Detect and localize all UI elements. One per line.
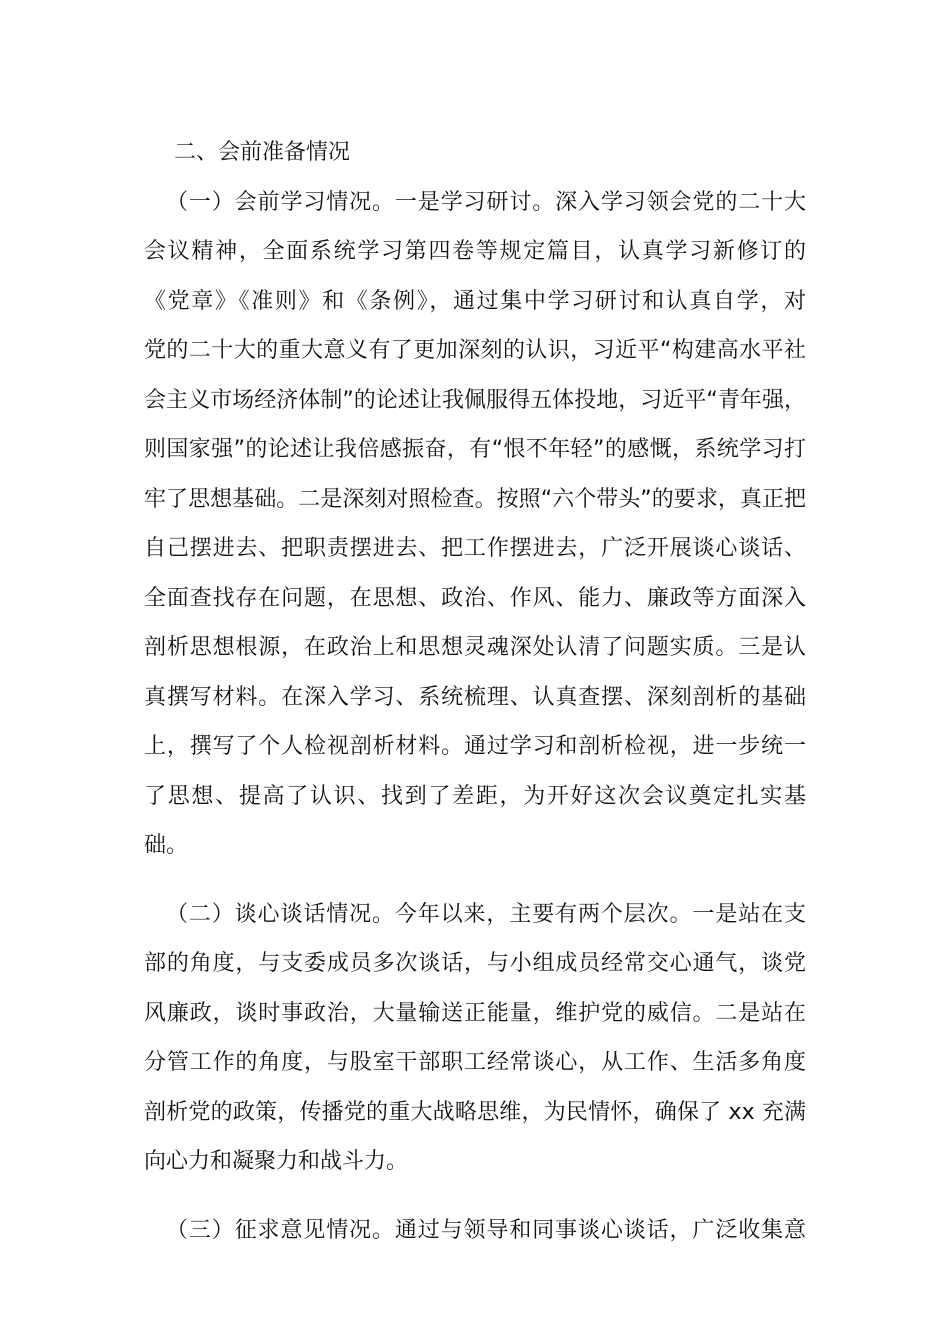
paragraph-soliciting-opinions — [144, 1206, 806, 1256]
text-line: 会议精神，全面系统学习第四卷等规定篇目，认真学习新修订的 — [144, 239, 806, 264]
text-line: 剖析党的政策，传播党的重大战略思维，为民情怀，确保了 xx 充满 — [144, 1099, 806, 1125]
text-line: 《党章》《准则》和《条例》，通过集中学习研讨和认真自学，对 — [144, 288, 806, 314]
text-line: 分管工作的角度，与股室干部职工经常谈心，从工作、生活多角度 — [144, 1050, 806, 1075]
text-line: 向心力和凝聚力和战斗力。 — [144, 1149, 409, 1174]
document-body — [144, 128, 806, 1255]
text-line: 部的角度，与支委成员多次谈话，与小组成员经常交心通气，谈党 — [144, 951, 806, 976]
text-line: 则国家强”的论述让我倍感振奋，有“恨不年轻”的感慨，系统学习打 — [144, 437, 806, 462]
text-line: 础。 — [144, 833, 189, 858]
text-line: 上，撰写了个人检视剖析材料。通过学习和剖析检视，进一步统一 — [144, 734, 806, 759]
text-line: 剖析思想根源，在政治上和思想灵魂深处认清了问题实质。三是认 — [144, 635, 806, 660]
text-line: 全面查找存在问题，在思想、政治、作风、能力、廉政等方面深入 — [144, 585, 806, 611]
text-line: 自己摆进去、把职责摆进去、把工作摆进去，广泛开展谈心谈话、 — [144, 536, 806, 561]
text-line: （一）会前学习情况。一是学习研讨。深入学习领会党的二十大 — [166, 189, 806, 215]
text-line: 党的二十大的重大意义有了更加深刻的认识，习近平“构建高水平社 — [144, 338, 806, 363]
text-line: 风廉政，谈时事政治，大量输送正能量，维护党的威信。二是站在 — [144, 1000, 806, 1026]
text-line: （三）征求意见情况。通过与领导和同事谈心谈话，广泛收集意 — [166, 1217, 806, 1243]
paragraph-spacer — [144, 1187, 806, 1206]
text-line: 真撰写材料。在深入学习、系统梳理、认真查摆、深刻剖析的基础 — [144, 684, 806, 710]
text-line: 了思想、提高了认识、找到了差距，为开好这次会议奠定扎实基 — [144, 783, 806, 809]
paragraph-pre-meeting-study — [144, 178, 806, 871]
text-line: 会主义市场经济体制”的论述让我佩服得五体投地，习近平“青年强， — [144, 387, 806, 413]
text-line: （二）谈心谈话情况。今年以来，主要有两个层次。一是站在支 — [166, 901, 806, 927]
text-line: 牢了思想基础。二是深刻对照检查。按照“六个带头”的要求，真正把 — [144, 486, 806, 512]
paragraph-spacer — [144, 871, 806, 890]
paragraph-heart-to-heart-talks — [144, 890, 806, 1187]
section-heading: 二、会前准备情况 — [174, 140, 351, 165]
